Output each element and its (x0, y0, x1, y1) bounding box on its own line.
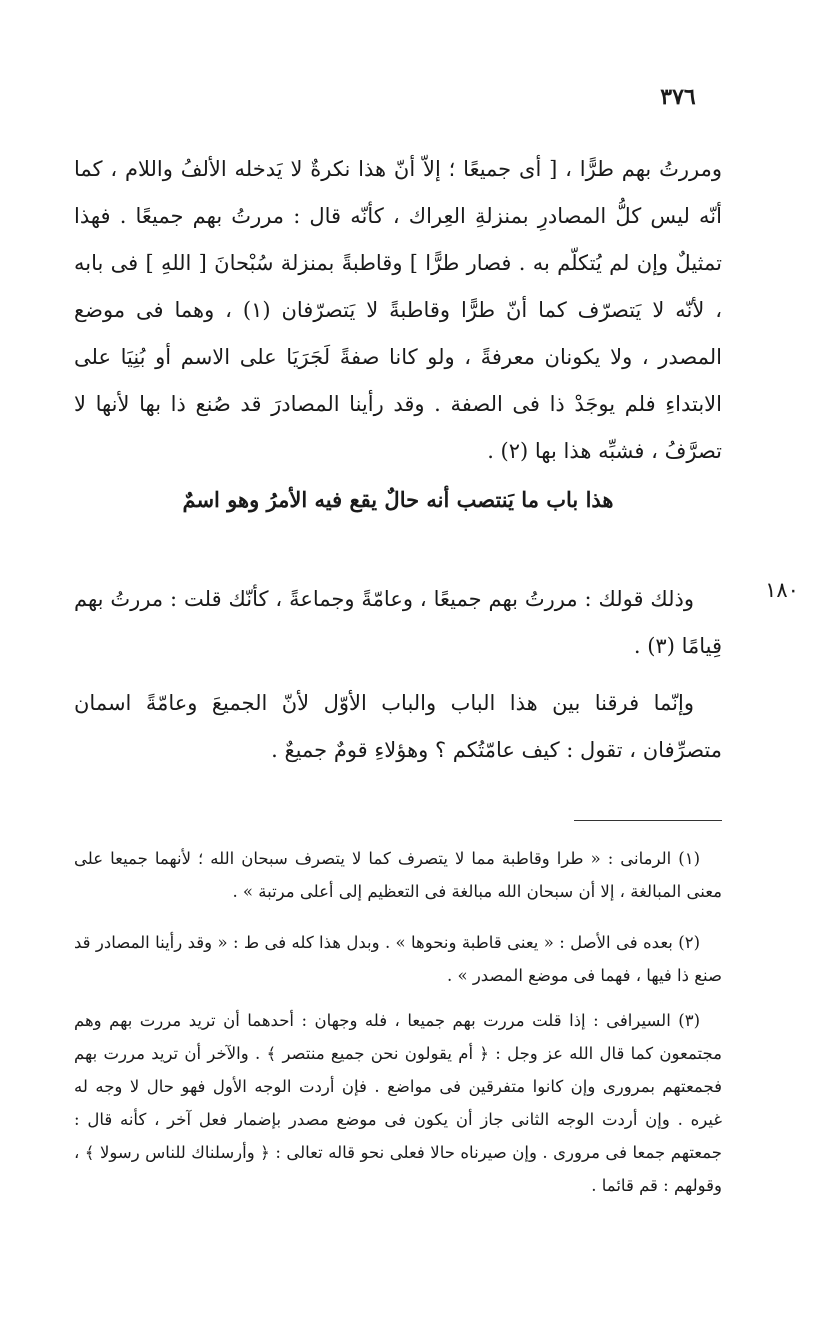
body-paragraph-3-text: وإنّما فرقنا بين هذا الباب والباب الأوّل لأنّ الجميعَ وعامّةً اسمان متصرِّفان ، تقول : كيف عامّتُكم ؟ وهؤلاءِ قومٌ جميعٌ . (74, 691, 722, 762)
body-paragraph-2-text: وذلك قولك : مررتُ بهم جميعًا ، وعامّةً وجماعةً ، كأنّك قلت : مررتُ بهم قِيامًا (٣) . (74, 587, 722, 658)
footnote-1: (١) الرمانى : « طرا وقاطبة مما لا يتصرف كما لا يتصرف سبحان الله ؛ لأنهما جميعا على معنى المبالغة ، إلا أن سبحان الله مبالغة فى التعظيم إلى أعلى مرتبة » . (74, 849, 722, 901)
chapter-heading: هذا باب ما يَنتصب أنه حالٌ يقع فيه الأمرُ وهو اسمٌ (182, 487, 614, 512)
footnote-2: (٢) بعده فى الأصل : « يعنى قاطبة ونحوها » . وبدل هذا كله فى ط : « وقد رأينا المصادر قد صنع ذا فيها ، فهما فى موضع المصدر » . (74, 933, 722, 985)
footnote-separator (574, 820, 722, 821)
body-paragraph-2 (74, 576, 722, 670)
footnote-3: (٣) السيرافى : إذا قلت مررت بهم جميعا ، فله وجهان : أحدهما أن تريد مررت بهم وهم مجتمعون كما قال الله عز وجل : ﴿ أم يقولون نحن جميع منتصر ﴾ . والآخر أن تريد مررت بهم فجمعتهم بمرورى وإن كانوا متفرقين فى مواضع . فإن أردت الوجه الأول فهو حال لا وجه له غيره . وإن أردت الوجه الثانى جاز أن يكون فى موضع مصدر بإضمار فعل آخر ، كأنه قال : جمعتهم جمعا فى مرورى . وإن صيرناه حالا فعلى نحو قاله تعالى : ﴿ وأرسلناك للناس رسولا ﴾ ، وقولهم : قم قائما . (74, 1011, 722, 1195)
body-paragraph-1: ومررتُ بهم طرًّا ، [ أى جميعًا ؛ إلاّ أنّ هذا نكرةٌ لا يَدخله الألفُ واللام ، كما أنّه ليس كلُّ المصادرِ بمنزلةِ العِراك ، كأنّه قال : مررتُ بهم جميعًا . فهذا تمثيلٌ وإن لم يُتكلّم به . فصار طرًّا ] وقاطبةً بمنزلة سُبْحانَ [ اللهِ ] فى بابه ، لأنّه لا يَتصرّف كما أنّ طرًّا وقاطبةً لا يَتصرّفان (١) ، وهما فى موضع المصدر ، ولا يكونان معرفةً ، ولو كانا صفةً لَجَرَيَا على الاسم أو بُنِيَا على الابتداءِ فلم يوجَدْ ذا فى الصفة . وقد رأينا المصادرَ قد صُنع ذا بها لأنها لا تصرَّفُ ، فشبِّه هذا بها (٢) . (74, 157, 722, 463)
body-paragraph-3 (74, 680, 722, 774)
margin-section-number: ١٨٠ (765, 578, 799, 602)
page-number: ٣٧٦ (660, 84, 696, 110)
